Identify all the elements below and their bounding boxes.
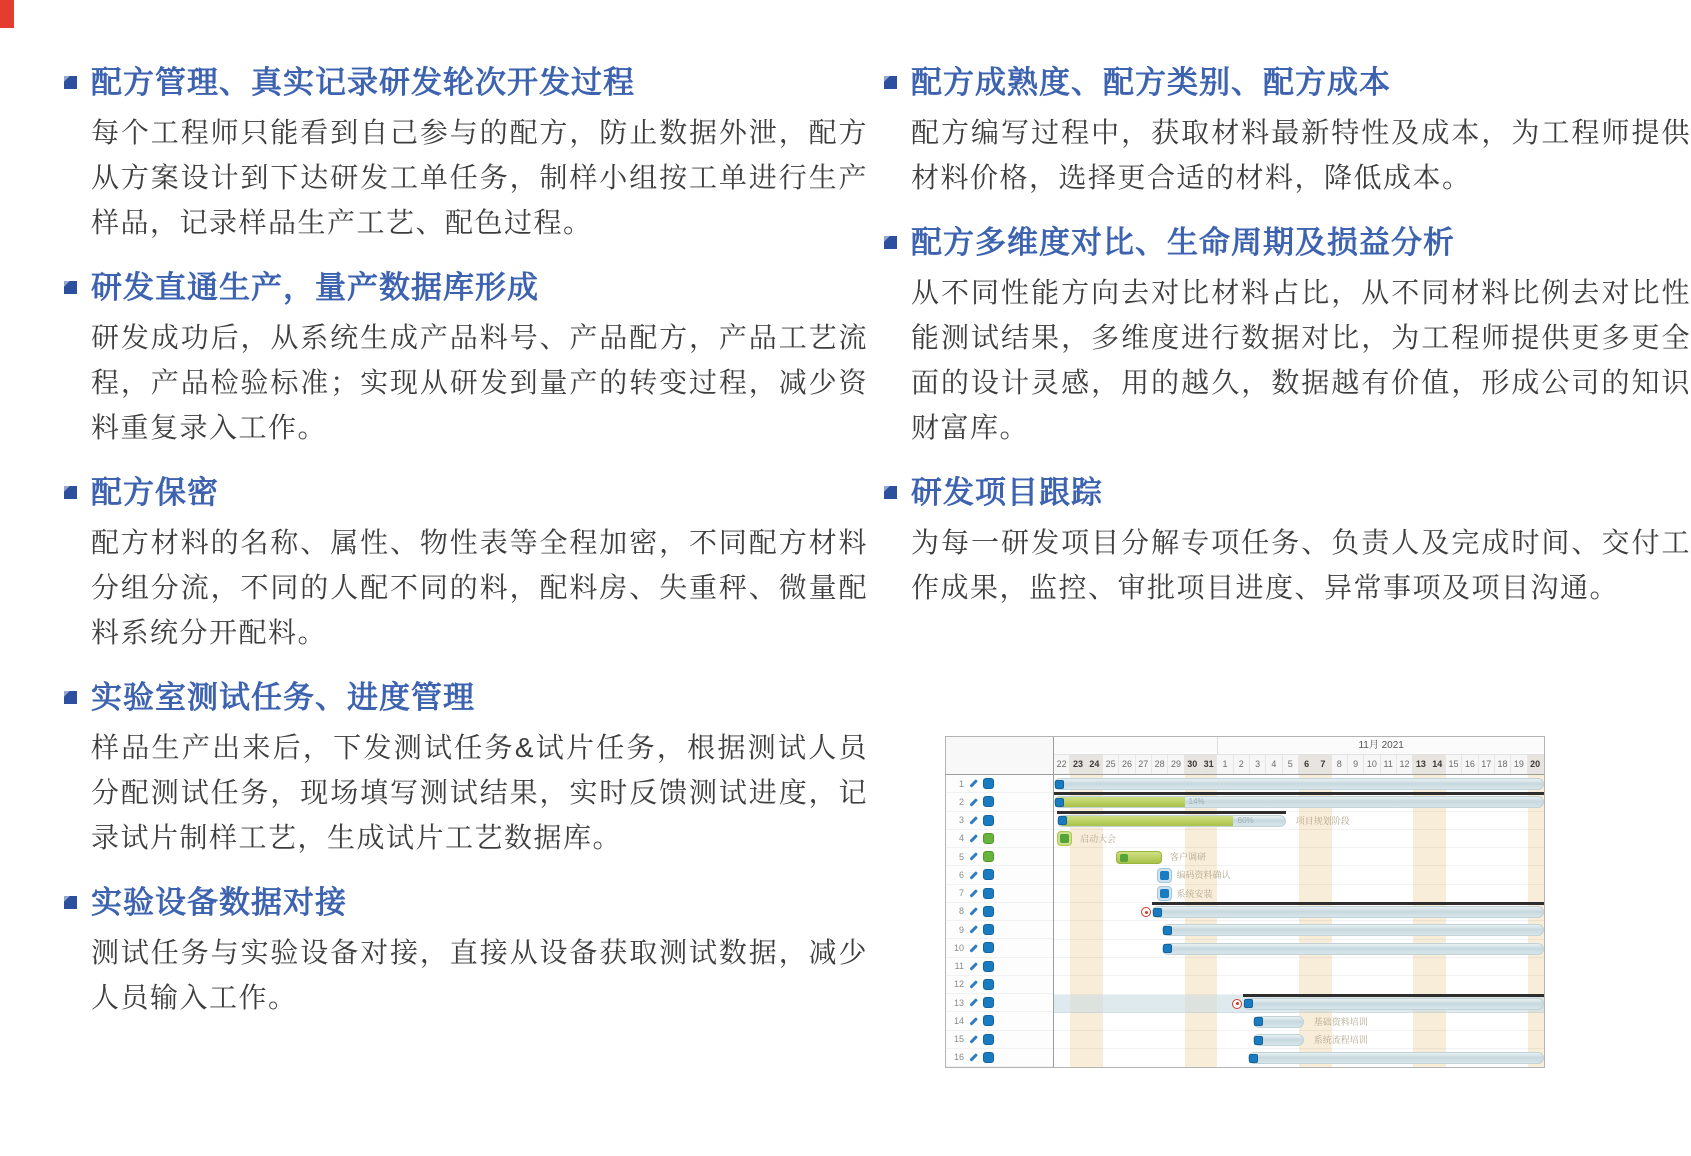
bar-start-square-icon <box>1055 780 1064 789</box>
gantt-date-cell: 11 <box>1381 755 1397 774</box>
task-label: 系统流程培训 <box>1313 1035 1368 1046</box>
edit-pencil-icon <box>969 962 977 970</box>
row-number: 7 <box>958 888 964 899</box>
gantt-row <box>1054 793 1544 811</box>
gantt-date-cell: 8 <box>1332 755 1348 774</box>
gantt-date-cell: 10 <box>1364 755 1380 774</box>
feature-section <box>62 882 868 1020</box>
gantt-row-header <box>946 1031 1053 1049</box>
row-number: 2 <box>958 796 964 807</box>
edit-pencil-icon <box>969 889 977 897</box>
task-label: 启动大会 <box>1080 833 1117 844</box>
gantt-row-header <box>946 793 1053 811</box>
gantt-row <box>1054 903 1544 921</box>
section-title: 研发直通生产，量产数据库形成 <box>91 270 539 305</box>
row-number: 3 <box>958 815 964 826</box>
bar-start-square-icon <box>1254 1017 1263 1026</box>
section-body: 样品生产出来后，下发测试任务&试片任务，根据测试人员分配测试任务，现场填写测试结果，实时反馈测试进度，记录试片制样工艺，生成试片工艺数据库。 <box>91 732 868 853</box>
gantt-row-header <box>946 903 1053 921</box>
gantt-bar <box>1243 998 1544 1010</box>
row-number: 13 <box>953 997 964 1008</box>
bullet-square-icon <box>64 76 77 89</box>
gantt-date-cell: 19 <box>1511 755 1527 774</box>
task-status-icon <box>983 1015 994 1026</box>
gantt-month-label: 11月 2021 <box>1217 737 1544 754</box>
feature-section <box>882 62 1691 200</box>
milestone-square-icon <box>1160 889 1169 898</box>
gantt-bar <box>1054 796 1544 808</box>
start-marker-icon <box>1141 907 1151 917</box>
left-column <box>62 62 868 1042</box>
gantt-date-cell: 12 <box>1397 755 1413 774</box>
gantt-row-header <box>946 885 1053 903</box>
gantt-month-header <box>1054 737 1544 755</box>
gantt-row <box>1054 812 1544 830</box>
red-corner-mark <box>0 0 14 28</box>
task-status-icon <box>983 961 994 972</box>
gantt-date-cell: 28 <box>1152 755 1168 774</box>
bullet-square-icon <box>884 486 897 499</box>
gantt-date-cell: 16 <box>1462 755 1478 774</box>
edit-pencil-icon <box>969 853 977 861</box>
bar-start-square-icon <box>1249 1054 1258 1063</box>
row-number: 15 <box>953 1034 964 1045</box>
section-body: 每个工程师只能看到自己参与的配方，防止数据外泄，配方从方案设计到下达研发工单任务，制样小组按工单进行生产样品，记录样品生产工艺、配色过程。 <box>91 117 868 238</box>
gantt-date-cell: 24 <box>1087 755 1103 774</box>
feature-section <box>882 222 1691 450</box>
gantt-row-header <box>946 1012 1053 1030</box>
gantt-row-header <box>946 1049 1053 1067</box>
gantt-row-header <box>946 848 1053 866</box>
gantt-date-cell: 14 <box>1430 755 1446 774</box>
progress-label: 60% <box>1237 815 1254 825</box>
gantt-row-header <box>946 994 1053 1012</box>
section-title: 配方保密 <box>91 475 219 510</box>
task-status-icon <box>983 997 994 1008</box>
row-number: 5 <box>958 851 964 862</box>
task-status-icon <box>983 942 994 953</box>
gantt-date-cell: 15 <box>1446 755 1462 774</box>
gantt-task-pane <box>946 737 1054 1067</box>
edit-pencil-icon <box>969 871 977 879</box>
feature-section <box>62 677 868 860</box>
bar-start-square-icon <box>1254 1036 1263 1045</box>
gantt-date-cell: 31 <box>1201 755 1217 774</box>
gantt-date-cell: 25 <box>1103 755 1119 774</box>
gantt-milestone <box>1157 868 1172 883</box>
task-status-icon <box>983 906 994 917</box>
progress-fill <box>1058 816 1233 826</box>
bar-start-square-icon <box>1153 908 1162 917</box>
task-label: 项目规划阶段 <box>1295 815 1350 826</box>
gantt-row <box>1054 940 1544 958</box>
gantt-task-pane-header <box>946 737 1053 775</box>
section-title: 实验设备数据对接 <box>91 885 347 920</box>
task-status-icon <box>983 924 994 935</box>
section-body: 测试任务与实验设备对接，直接从设备获取测试数据，减少人员输入工作。 <box>91 937 868 1013</box>
milestone-square-icon <box>1060 834 1069 843</box>
section-title: 配方成熟度、配方类别、配方成本 <box>911 65 1391 100</box>
section-body: 配方编写过程中，获取材料最新特性及成本，为工程师提供材料价格，选择更合适的材料，降低成本。 <box>911 117 1691 193</box>
edit-pencil-icon <box>969 816 977 824</box>
row-number: 12 <box>953 979 964 990</box>
section-title: 配方多维度对比、生命周期及损益分析 <box>911 225 1455 260</box>
row-number: 16 <box>953 1052 964 1063</box>
gantt-row <box>1054 830 1544 848</box>
edit-pencil-icon <box>969 1035 977 1043</box>
edit-pencil-icon <box>969 780 977 788</box>
gantt-row-header <box>946 812 1053 830</box>
start-marker-icon <box>1232 999 1242 1009</box>
bullet-square-icon <box>884 236 897 249</box>
gantt-timeline <box>1054 737 1544 1067</box>
progress-fill <box>1055 797 1185 807</box>
task-status-icon <box>983 796 994 807</box>
feature-section <box>882 472 1691 610</box>
gantt-bar <box>1152 906 1544 918</box>
gantt-date-cell: 7 <box>1315 755 1331 774</box>
edit-pencil-icon <box>969 1017 977 1025</box>
red-dot <box>1145 911 1148 914</box>
bar-start-square-icon <box>1055 798 1064 807</box>
task-status-icon <box>983 778 994 789</box>
section-body: 从不同性能方向去对比材料占比，从不同材料比例去对比性能测试结果，多维度进行数据对比，为工程师提供更多更全面的设计灵感，用的越久，数据越有价值，形成公司的知识财富库。 <box>911 277 1691 443</box>
edit-pencil-icon <box>969 834 977 842</box>
task-status-icon <box>983 833 994 844</box>
gantt-row <box>1054 921 1544 939</box>
feature-section <box>62 267 868 450</box>
gantt-bar <box>1162 924 1544 936</box>
bullet-square-icon <box>884 76 897 89</box>
gantt-date-cell: 27 <box>1136 755 1152 774</box>
bullet-square-icon <box>64 896 77 909</box>
gantt-row <box>1054 976 1544 994</box>
gantt-chart <box>945 736 1545 1068</box>
gantt-milestone <box>1057 831 1072 846</box>
gantt-row <box>1054 775 1544 793</box>
gantt-milestone <box>1157 886 1172 901</box>
gantt-date-cell: 23 <box>1070 755 1086 774</box>
bullet-square-icon <box>64 486 77 499</box>
milestone-square-icon <box>1160 871 1169 880</box>
row-number: 9 <box>958 924 964 935</box>
gantt-bar <box>1162 943 1544 955</box>
edit-pencil-icon <box>969 798 977 806</box>
edit-pencil-icon <box>969 907 977 915</box>
bullet-square-icon <box>64 281 77 294</box>
gantt-bar <box>1248 1052 1544 1064</box>
right-column <box>882 62 1691 632</box>
row-number: 8 <box>958 906 964 917</box>
gantt-date-cell: 9 <box>1348 755 1364 774</box>
gantt-date-cell: 5 <box>1283 755 1299 774</box>
edit-pencil-icon <box>969 926 977 934</box>
task-label: 编码资料确认 <box>1176 870 1231 881</box>
summary-task-line <box>1152 902 1544 905</box>
task-status-icon <box>983 851 994 862</box>
edit-pencil-icon <box>969 980 977 988</box>
row-number: 1 <box>958 778 964 789</box>
gantt-row-header <box>946 939 1053 957</box>
gantt-date-header <box>1054 755 1544 775</box>
gantt-row <box>1054 866 1544 884</box>
gantt-row-header <box>946 866 1053 884</box>
task-status-icon <box>983 979 994 990</box>
gantt-row-header <box>946 976 1053 994</box>
bullet-square-icon <box>64 691 77 704</box>
gantt-date-cell: 1 <box>1217 755 1233 774</box>
summary-task-line <box>1243 994 1544 997</box>
gantt-row <box>1054 1049 1544 1067</box>
gantt-bar <box>1054 778 1544 790</box>
gantt-row-header <box>946 921 1053 939</box>
gantt-date-cell: 20 <box>1528 755 1544 774</box>
feature-section <box>62 472 868 655</box>
feature-section <box>62 62 868 245</box>
bar-start-square-icon <box>1244 999 1253 1008</box>
gantt-body <box>1054 775 1544 1067</box>
task-status-icon <box>983 869 994 880</box>
gantt-date-cell: 30 <box>1185 755 1201 774</box>
gantt-row <box>1054 995 1544 1013</box>
task-label: 系统安装 <box>1176 888 1213 899</box>
gantt-row <box>1054 848 1544 866</box>
progress-label: 14% <box>1188 797 1205 807</box>
task-status-icon <box>983 815 994 826</box>
section-title: 实验室测试任务、进度管理 <box>91 680 475 715</box>
gantt-date-cell: 3 <box>1250 755 1266 774</box>
gantt-date-cell: 17 <box>1479 755 1495 774</box>
gantt-row <box>1054 1013 1544 1031</box>
task-status-icon <box>983 1034 994 1045</box>
gantt-date-cell: 2 <box>1234 755 1250 774</box>
gantt-row <box>1054 958 1544 976</box>
gantt-date-cell: 4 <box>1266 755 1282 774</box>
row-number: 4 <box>958 833 964 844</box>
task-status-icon <box>983 1052 994 1063</box>
section-title: 研发项目跟踪 <box>911 475 1103 510</box>
section-body: 研发成功后，从系统生成产品料号、产品配方，产品工艺流程，产品检验标准；实现从研发到量产的转变过程，减少资料重复录入工作。 <box>91 322 868 443</box>
section-body: 为每一研发项目分解专项任务、负责人及完成时间、交付工作成果，监控、审批项目进度、异常事项及项目沟通。 <box>911 527 1691 603</box>
bar-start-square-icon <box>1163 944 1172 953</box>
section-title: 配方管理、真实记录研发轮次开发过程 <box>91 65 635 100</box>
task-label: 客户调研 <box>1169 852 1206 863</box>
row-number: 10 <box>953 942 964 953</box>
gantt-green-bar <box>1116 851 1162 864</box>
summary-task-line <box>1054 792 1544 795</box>
red-dot <box>1236 1002 1239 1005</box>
row-number: 11 <box>954 961 964 972</box>
gantt-date-cell: 22 <box>1054 755 1070 774</box>
task-square-icon <box>1120 854 1128 862</box>
gantt-row-header <box>946 958 1053 976</box>
gantt-row-header <box>946 775 1053 793</box>
gantt-row <box>1054 1031 1544 1049</box>
bar-start-square-icon <box>1163 926 1172 935</box>
task-status-icon <box>983 888 994 899</box>
gantt-date-cell: 13 <box>1413 755 1429 774</box>
section-body: 配方材料的名称、属性、物性表等全程加密，不同配方材料分组分流，不同的人配不同的料，配料房、失重秤、微量配料系统分开配料。 <box>91 527 868 648</box>
edit-pencil-icon <box>969 1053 977 1061</box>
gantt-row-header <box>946 830 1053 848</box>
row-number: 14 <box>953 1015 964 1026</box>
bar-start-square-icon <box>1058 816 1067 825</box>
task-label: 基础资料培训 <box>1313 1016 1368 1027</box>
edit-pencil-icon <box>969 999 977 1007</box>
row-number: 6 <box>958 869 964 880</box>
gantt-date-cell: 26 <box>1119 755 1135 774</box>
gantt-row <box>1054 885 1544 903</box>
gantt-date-cell: 18 <box>1495 755 1511 774</box>
edit-pencil-icon <box>969 944 977 952</box>
gantt-date-cell: 6 <box>1299 755 1315 774</box>
gantt-date-cell: 29 <box>1168 755 1184 774</box>
